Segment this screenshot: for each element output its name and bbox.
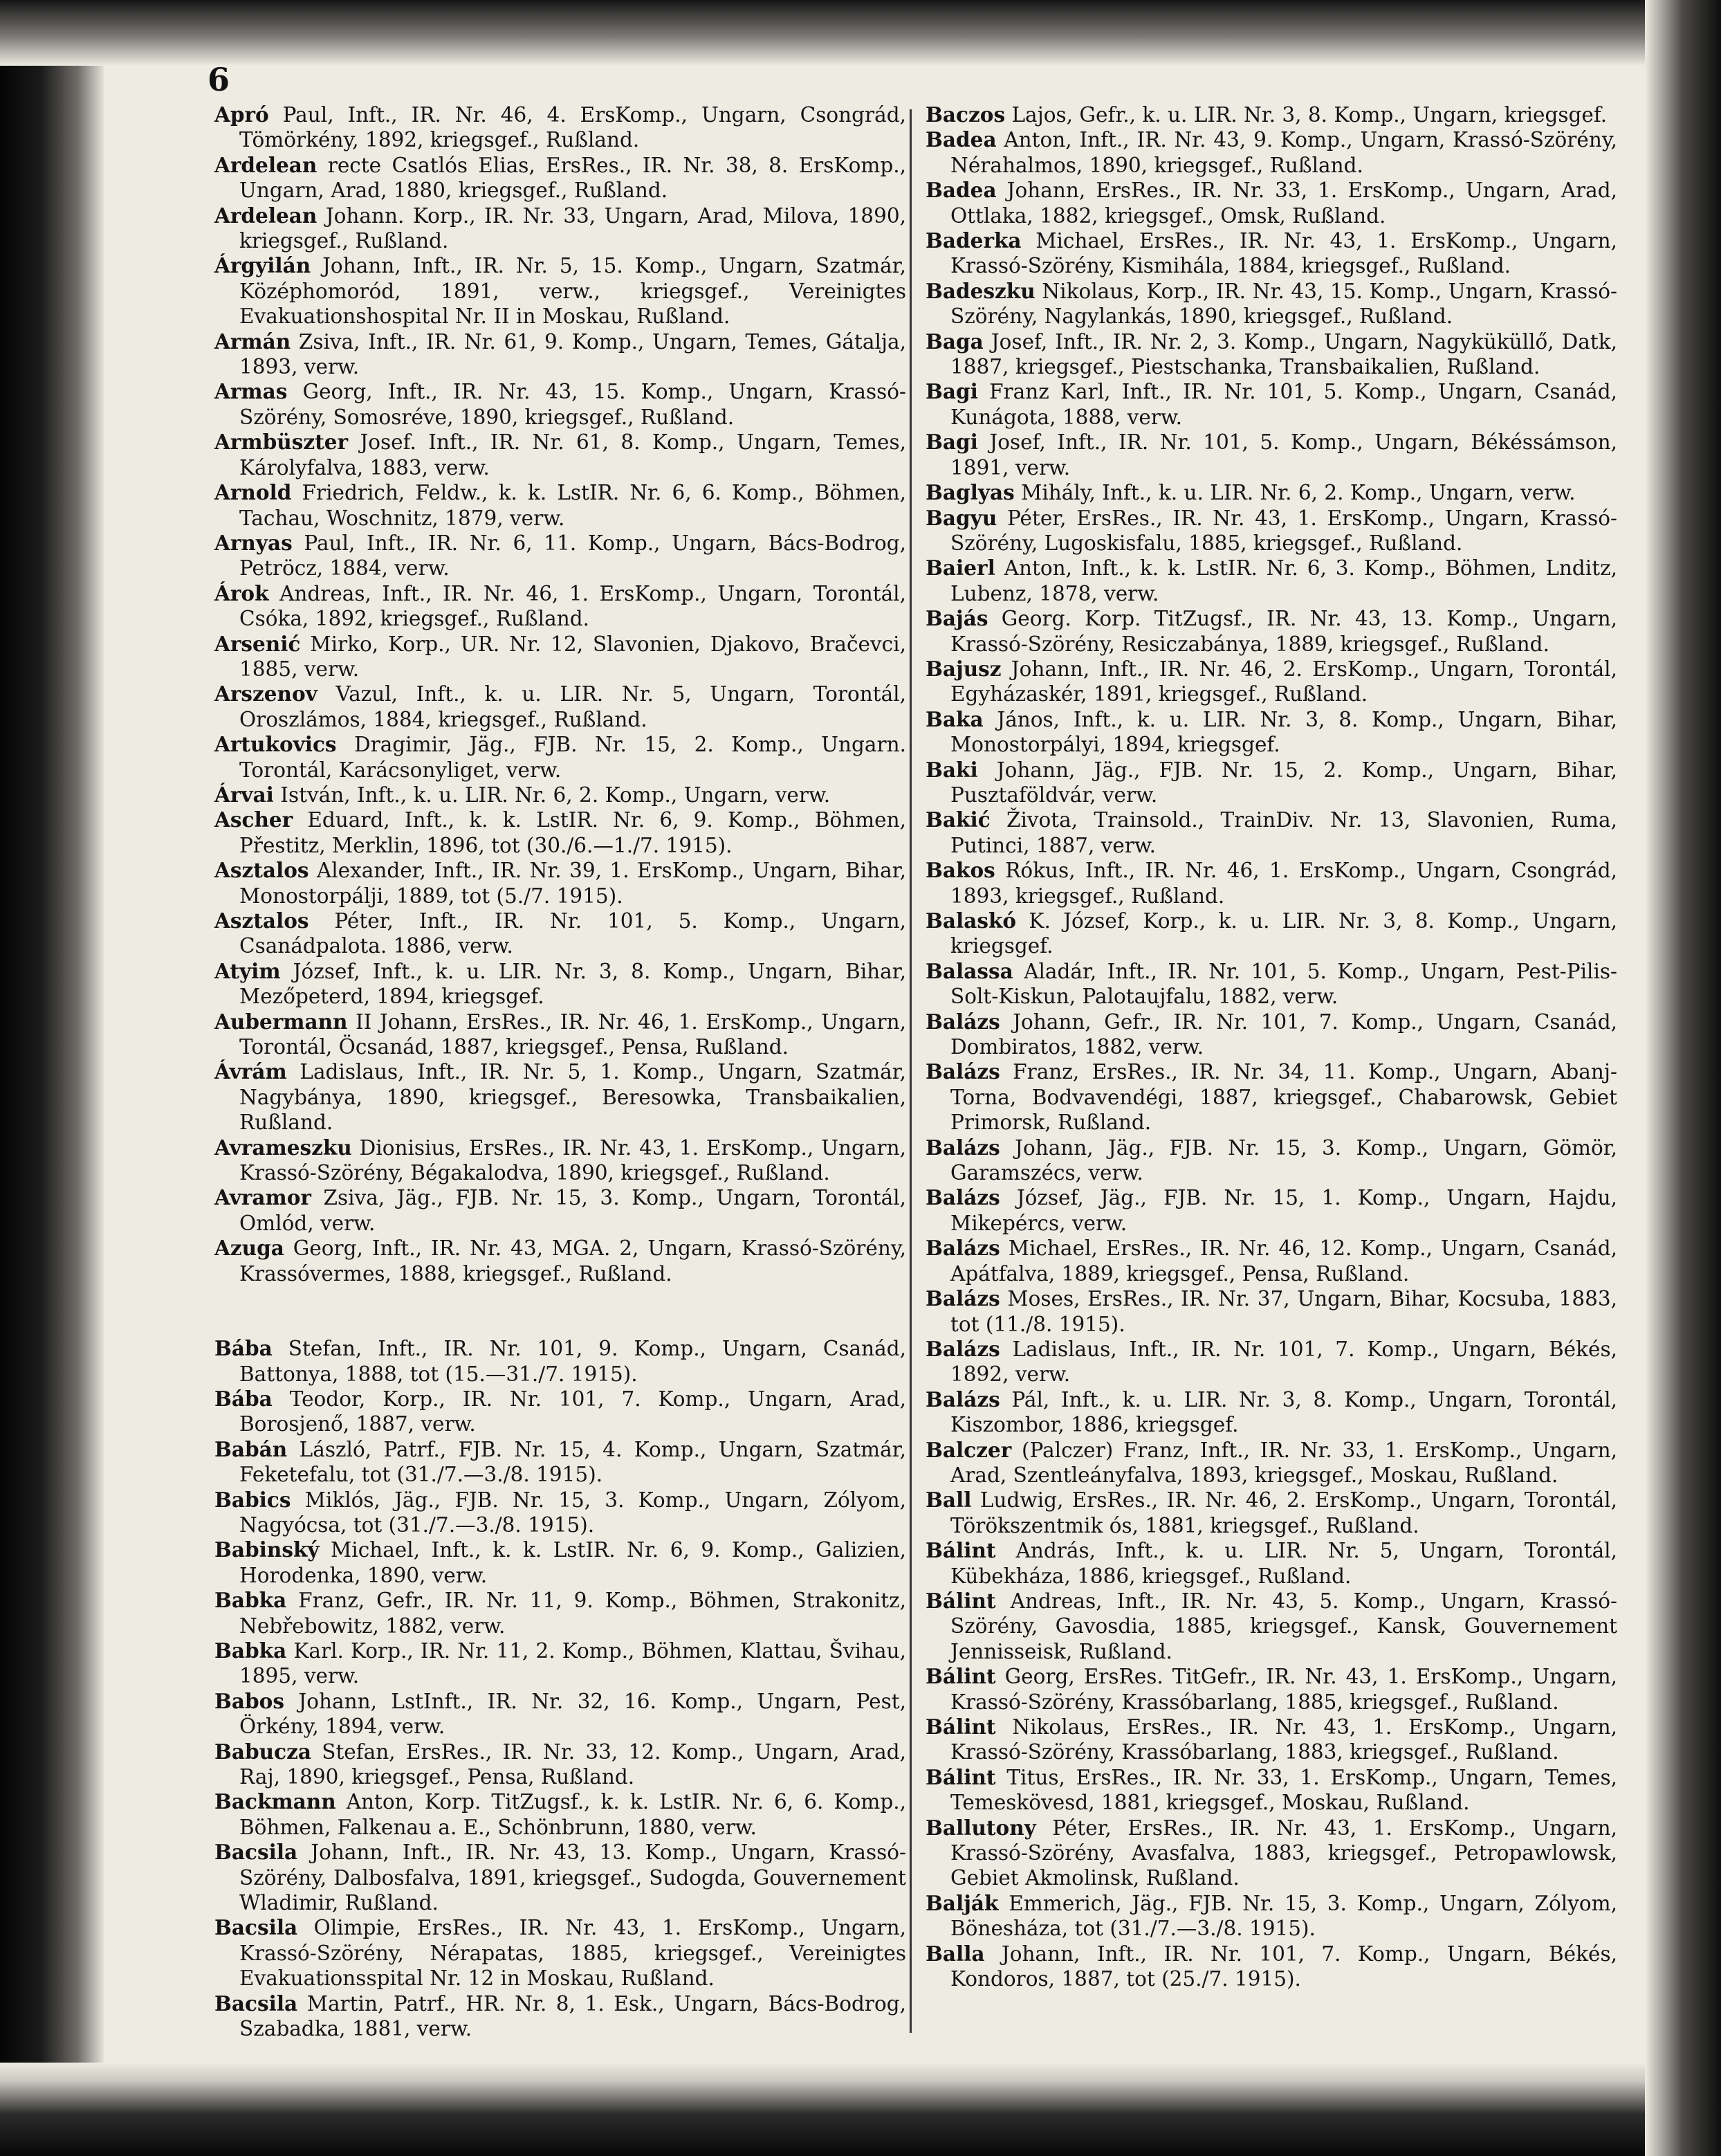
list-entry [214,531,906,581]
entry-details: Anton, Inft., k. k. LstIR. Nr. 6, 3. Komp., Böhmen, Lnditz, Lubenz, 1878, verw. [950,556,1617,605]
entry-details: László, Patrf., FJB. Nr. 15, 4. Komp., Ungarn, Szatmár, Feketefalu, tot (31./7.—3./8. 1915). [239,1437,906,1487]
list-entry [214,1991,906,2042]
list-entry [926,908,1617,959]
list-entry [214,430,906,480]
list-entry [926,1816,1617,1891]
entry-surname: Azuga [214,1236,284,1261]
entry-surname: Babka [214,1588,287,1613]
entry-details: Dionisius, ErsRes., IR. Nr. 43, 1. ErsKomp., Ungarn, Krassó-Szörény, Bégakalodva, 1890, kriegsgef., Rußland. [239,1135,906,1185]
entry-surname: Balaskó [926,908,1017,933]
entry-details: István, Inft., k. u. LIR. Nr. 6, 2. Komp., Ungarn, verw. [280,783,831,807]
entry-surname: Aubermann [214,1009,348,1034]
entry-details: Georg, Inft., IR. Nr. 43, MGA. 2, Ungarn, Krassó-Szörény, Krassóvermes, 1888, kriegsgef., Rußland. [239,1236,906,1286]
entry-surname: Bajás [926,606,988,631]
scan-shadow-top [0,0,1721,66]
entry-surname: Bába [214,1386,273,1411]
entry-details: András, Inft., k. u. LIR. Nr. 5, Ungarn, Torontál, Kübekháza, 1886, kriegsgef., Rußland. [950,1539,1617,1588]
entry-details: Ladislaus, Inft., IR. Nr. 5, 1. Komp., Ungarn, Szatmár, Nagybánya, 1890, kriegsgef., Beresowka, Transbaikalien, Rußland. [239,1060,906,1135]
list-entry [926,1664,1617,1715]
list-entry [214,102,906,153]
entry-details: Josef. Inft., IR. Nr. 61, 8. Komp., Ungarn, Temes, Károlyfalva, 1883, verw. [239,430,906,479]
entry-details: Stefan, Inft., IR. Nr. 101, 9. Komp., Ungarn, Csanád, Battonya, 1888, tot (15.—31./7. 1915). [239,1337,906,1386]
entry-surname: Bagi [926,430,978,455]
left-column [214,102,906,2041]
right-column [926,102,1617,1991]
entry-details: Lajos, Gefr., k. u. LIR. Nr. 3, 8. Komp., Ungarn, kriegsgef. [1011,103,1608,127]
list-entry [926,807,1617,858]
entry-surname: Baglyas [926,480,1015,505]
list-entry [214,1010,906,1060]
entry-details: Anton, Korp. TitZugsf., k. k. LstIR. Nr. 6, 6. Komp., Böhmen, Falkenau a. E., Schönbrunn, 1880, verw. [239,1790,906,1839]
entry-details: Michael, ErsRes., IR. Nr. 43, 1. ErsKomp., Ungarn, Krassó-Szörény, Kismihála, 1884, kriegsgef., Rußland. [950,229,1617,278]
list-entry [214,1336,906,1387]
entry-surname: Bálint [926,1538,996,1563]
list-entry [926,606,1617,657]
entry-details: Johann, Jäg., FJB. Nr. 15, 3. Komp., Ungarn, Gömör, Garamszécs, verw. [950,1135,1617,1185]
list-entry [926,102,1617,127]
entry-surname: Atyim [214,958,281,983]
list-entry [214,329,906,380]
entry-surname: Balla [926,1941,985,1966]
entry-details: Michael, ErsRes., IR. Nr. 46, 12. Komp., Ungarn, Csanád, Apátfalva, 1889, kriegsgef., Pensa, Rußland. [950,1236,1617,1286]
list-entry [926,657,1617,707]
entry-surname: Arnyas [214,530,293,555]
list-entry [214,908,906,959]
entry-details: Friedrich, Feldw., k. k. LstIR. Nr. 6, 6. Komp., Böhmen, Tachau, Woschnitz, 1879, verw. [239,481,906,530]
list-entry [926,1589,1617,1664]
entry-details: Eduard, Inft., k. k. LstIR. Nr. 6, 9. Komp., Böhmen, Přestitz, Merklin, 1896, tot (30./6.—1./7. 1915). [239,808,906,857]
entry-details: József, Jäg., FJB. Nr. 15, 1. Komp., Ungarn, Hajdu, Mikepércs, verw. [950,1186,1617,1235]
list-entry [926,379,1617,430]
list-entry [214,732,906,783]
list-entry [214,581,906,632]
entry-surname: Arnold [214,480,292,505]
entry-details: Emmerich, Jäg., FJB. Nr. 15, 3. Komp., Ungarn, Zólyom, Bönesháza, tot (31./7.—3./8. 1915). [950,1891,1617,1941]
entry-surname: Babán [214,1436,288,1461]
entry-surname: Ascher [214,807,293,832]
entry-details: Franz Karl, Inft., IR. Nr. 101, 5. Komp., Ungarn, Csanád, Kunágota, 1888, verw. [950,380,1617,429]
entry-details: Péter, Inft., IR. Nr. 101, 5. Komp., Ungarn, Csanádpalota. 1886, verw. [239,909,906,958]
list-entry [926,1891,1617,1942]
entry-details: Franz, ErsRes., IR. Nr. 34, 11. Komp., Ungarn, Abanj-Torna, Bodvavendégi, 1887, kriegsgef., Chabarowsk, Gebiet Primorsk, Rußland. [950,1060,1617,1135]
scan-shadow-right [1645,0,1721,2156]
entry-details: Josef, Inft., IR. Nr. 101, 5. Komp., Ungarn, Békéssámson, 1891, verw. [950,430,1617,479]
entry-surname: Balázs [926,1009,1000,1034]
list-entry [926,1765,1617,1816]
list-entry [214,1059,906,1135]
entry-details: Johann, Inft., IR. Nr. 5, 15. Komp., Ungarn, Szatmár, Középhomoród, 1891, verw., kriegsgef., Vereinigtes Evakuationshospital Nr. II in Moskau, Rußland. [239,254,906,329]
list-entry [214,480,906,531]
entry-details: Vazul, Inft., k. u. LIR. Nr. 5, Ungarn, Torontál, Oroszlámos, 1884, kriegsgef., Rußland. [239,682,906,731]
entry-surname: Ball [926,1488,972,1513]
entry-surname: Baga [926,329,984,354]
entry-surname: Babics [214,1487,291,1512]
entry-details: Péter, ErsRes., IR. Nr. 43, 1. ErsKomp., Ungarn, Krassó-Szörény, Lugoskisfalu, 1885, kriegsgef., Rußland. [950,506,1617,555]
list-entry [926,1135,1617,1186]
list-entry [926,758,1617,808]
entry-details: János, Inft., k. u. LIR. Nr. 3, 8. Komp., Ungarn, Bihar, Monostorpályi, 1894, kriegsgef. [950,707,1617,757]
list-entry [214,1387,906,1437]
entry-details: Anton, Inft., IR. Nr. 43, 9. Komp., Ungarn, Krassó-Szörény, Nérahalmos, 1890, kriegsgef., Rußland. [950,128,1617,177]
list-entry [926,1488,1617,1538]
list-entry [214,1638,906,1689]
list-entry [214,379,906,430]
entry-details: Johann, Gefr., IR. Nr. 101, 7. Komp., Ungarn, Csanád, Dombiratos, 1882, verw. [950,1010,1617,1059]
page-number: 6 [208,61,230,98]
list-entry [214,203,906,254]
entry-details: Nikolaus, ErsRes., IR. Nr. 43, 1. ErsKomp., Ungarn, Krassó-Szörény, Krassóbarlang, 1883, kriegsgef., Rußland. [950,1715,1617,1764]
list-entry [926,858,1617,908]
entry-surname: Balázs [926,1387,1000,1412]
section-gap [214,1286,906,1336]
entry-details: Johann, Inft., IR. Nr. 46, 2. ErsKomp., Ungarn, Torontál, Egyházaskér, 1891, kriegsgef., Rußland. [950,657,1617,706]
entry-details: Olimpie, ErsRes., IR. Nr. 43, 1. ErsKomp., Ungarn, Krassó-Szörény, Nérapatas, 1885, kriegsgef., Vereinigtes Evakuationsspital Nr. 12 in Moskau, Rußland. [239,1916,907,1991]
list-entry [926,1059,1617,1135]
entry-surname: Babka [214,1638,287,1663]
entry-surname: Badea [926,127,997,152]
entry-surname: Bálint [926,1664,996,1689]
entry-surname: Bacsila [214,1840,298,1865]
list-entry [926,1438,1617,1488]
entry-details: Paul, Inft., IR. Nr. 6, 11. Komp., Ungarn, Bács-Bodrog, Petröcz, 1884, verw. [239,531,906,581]
entry-details: Karl. Korp., IR. Nr. 11, 2. Komp., Böhmen, Klattau, Švihau, 1895, verw. [239,1638,906,1688]
entry-surname: Balják [926,1890,999,1915]
list-entry [926,959,1617,1010]
list-entry [926,1715,1617,1765]
list-entry [214,1537,906,1588]
list-entry [214,1739,906,1790]
entry-surname: Baderka [926,228,1022,253]
entry-surname: Babinský [214,1537,320,1562]
entry-details: Ladislaus, Inft., IR. Nr. 101, 7. Komp., Ungarn, Békés, 1892, verw. [950,1337,1617,1387]
list-entry [926,127,1617,178]
list-entry [926,480,1617,505]
list-entry [926,1942,1617,1992]
list-entry [926,430,1617,480]
list-entry [214,1915,906,1991]
entry-details: Andreas, Inft., IR. Nr. 46, 1. ErsKomp., Ungarn, Torontál, Csóka, 1892, kriegsgef., Rußland. [239,581,906,631]
list-entry [926,506,1617,556]
entry-surname: Bagyu [926,505,997,530]
entry-surname: Armas [214,379,288,404]
entry-surname: Baierl [926,556,995,581]
column-divider [910,109,912,2033]
entry-details: Martin, Patrf., HR. Nr. 8, 1. Esk., Ungarn, Bács-Bodrog, Szabadka, 1881, verw. [239,1991,906,2041]
entry-details: Ludwig, ErsRes., IR. Nr. 46, 2. ErsKomp., Ungarn, Torontál, Törökszentmik ós, 1881, kriegsgef., Rußland. [950,1488,1617,1537]
entry-details: Zsiva, Inft., IR. Nr. 61, 9. Komp., Ungarn, Temes, Gátalja, 1893, verw. [239,329,906,379]
entry-surname: Badeszku [926,278,1036,303]
list-entry [926,1185,1617,1236]
entry-surname: Bálint [926,1588,996,1613]
list-entry [214,632,906,682]
list-entry [214,1236,906,1286]
entry-surname: Babos [214,1688,284,1713]
list-entry [214,1185,906,1236]
list-entry [926,228,1617,279]
entry-details: Johann, LstInft., IR. Nr. 32, 16. Komp., Ungarn, Pest, Örkény, 1894, verw. [239,1689,907,1739]
entry-details: Aladár, Inft., IR. Nr. 101, 5. Komp., Ungarn, Pest-Pilis-Solt-Kiskun, Palotaujfalu, 1882, verw. [950,959,1617,1009]
list-entry [926,1387,1617,1438]
entry-surname: Balassa [926,958,1013,983]
entry-surname: Árok [214,581,269,605]
list-entry [214,1588,906,1638]
entry-surname: Balázs [926,1185,1000,1210]
entry-details: Johann, Inft., IR. Nr. 101, 7. Komp., Ungarn, Békés, Kondoros, 1887, tot (25./7. 1915). [950,1942,1617,1991]
entry-details: Mirko, Korp., UR. Nr. 12, Slavonien, Djakovo, Bračevci, 1885, verw. [239,632,906,681]
entry-details: József, Inft., k. u. LIR. Nr. 3, 8. Komp., Ungarn, Bihar, Mezőpeterd, 1894, kriegsgef. [239,959,906,1009]
entry-details: Péter, ErsRes., IR. Nr. 43, 1. ErsKomp., Ungarn, Krassó-Szörény, Avasfalva, 1883, kriegsgef., Petropawlowsk, Gebiet Akmolinsk, Rußland. [950,1816,1617,1890]
list-entry [926,178,1617,228]
entry-details: Moses, ErsRes., IR. Nr. 37, Ungarn, Bihar, Kocsuba, 1883, tot (11./8. 1915). [950,1287,1618,1336]
list-entry [926,556,1617,606]
entry-details: (Palczer) Franz, Inft., IR. Nr. 33, 1. ErsKomp., Ungarn, Arad, Szentleányfalva, 1893, kriegsgef., Moskau, Rußland. [950,1438,1617,1487]
entry-surname: Balázs [926,1336,1000,1361]
entry-surname: Bakić [926,807,991,832]
list-entry [926,1236,1617,1286]
list-entry [926,1010,1617,1060]
entry-details: Franz, Gefr., IR. Nr. 11, 9. Komp., Böhmen, Strakonitz, Nebřebowitz, 1882, verw. [239,1589,906,1638]
entry-details: Titus, ErsRes., IR. Nr. 33, 1. ErsKomp., Ungarn, Temes, Temeskövesd, 1881, kriegsgef., Moskau, Rußland. [950,1765,1617,1815]
entry-details: Rókus, Inft., IR. Nr. 46, 1. ErsKomp., Ungarn, Csongrád, 1893, kriegsgef., Rußland. [950,859,1617,908]
list-entry [214,807,906,858]
entry-details: Michael, Inft., k. k. LstIR. Nr. 6, 9. Komp., Galizien, Horodenka, 1890, verw. [239,1538,906,1587]
entry-details: Stefan, ErsRes., IR. Nr. 33, 12. Komp., Ungarn, Arad, Raj, 1890, kriegsgef., Pensa, Rußland. [239,1739,906,1789]
entry-surname: Asztalos [214,908,309,933]
entry-details: Pál, Inft., k. u. LIR. Nr. 3, 8. Komp., Ungarn, Torontál, Kiszombor, 1886, kriegsgef. [950,1387,1617,1437]
entry-surname: Ardelean [214,152,317,177]
entry-surname: Balázs [926,1059,1000,1084]
entry-surname: Avramor [214,1185,311,1210]
list-entry [214,1789,906,1840]
entry-surname: Babucza [214,1739,311,1764]
list-entry [214,1689,906,1739]
entry-surname: Ardelean [214,203,317,228]
entry-surname: Bagi [926,379,978,404]
list-entry [214,783,906,807]
entry-surname: Balczer [926,1437,1012,1462]
entry-details: Georg, ErsRes. TitGefr., IR. Nr. 43, 1. ErsKomp., Ungarn, Krassó-Szörény, Krassóbarlang, 1885, kriegsgef., Rußland. [950,1665,1617,1714]
list-entry [926,1286,1617,1337]
list-entry [214,153,906,203]
entry-surname: Balázs [926,1236,1000,1261]
scan-shadow-left [0,0,104,2156]
list-entry [214,1135,906,1186]
entry-details: Andreas, Inft., IR. Nr. 43, 5. Komp., Ungarn, Krassó-Szörény, Gavosdia, 1885, kriegsgef., Kansk, Gouvernement Jennisseisk, Rußland. [950,1589,1617,1663]
entry-details: Miklós, Jäg., FJB. Nr. 15, 3. Komp., Ungarn, Zólyom, Nagyócsa, tot (31./7.—3./8. 1915). [239,1488,906,1537]
list-entry [214,682,906,732]
entry-details: Johann. Korp., IR. Nr. 33, Ungarn, Arad, Milova, 1890, kriegsgef., Rußland. [239,203,906,253]
entry-surname: Backmann [214,1789,336,1814]
entry-details: Johann, Jäg., FJB. Nr. 15, 2. Komp., Ungarn, Bihar, Pusztaföldvár, verw. [950,758,1617,807]
entry-details: Johann, ErsRes., IR. Nr. 33, 1. ErsKomp., Ungarn, Arad, Ottlaka, 1882, kriegsgef., Omsk, Rußland. [950,179,1617,228]
list-entry [214,1488,906,1538]
entry-details: Nikolaus, Korp., IR. Nr. 43, 15. Komp., Ungarn, Krassó-Szörény, Nagylankás, 1890, kriegsgef., Rußland. [950,279,1617,329]
list-entry [926,707,1617,758]
entry-surname: Ballutony [926,1815,1036,1840]
list-entry [214,1840,906,1915]
list-entry [214,253,906,329]
list-entry [214,1437,906,1488]
entry-surname: Armán [214,329,291,354]
entry-details: Zsiva, Jäg., FJB. Nr. 15, 3. Komp., Ungarn, Torontál, Omlód, verw. [239,1186,906,1235]
entry-surname: Árvai [214,782,274,807]
entry-surname: Balázs [926,1135,1000,1160]
list-entry [926,1337,1617,1387]
entry-details: Georg. Korp. TitZugsf., IR. Nr. 43, 13. Komp., Ungarn, Krassó-Szörény, Resiczabánya, 1889, kriegsgef., Rußland. [950,607,1617,656]
entry-details: Georg, Inft., IR. Nr. 43, 15. Komp., Ungarn, Krassó-Szörény, Somosréve, 1890, kriegsgef., Rußland. [239,380,906,429]
list-entry [214,858,906,908]
list-entry [926,1538,1617,1589]
entry-surname: Baka [926,706,984,731]
entry-surname: Badea [926,178,997,203]
entry-surname: Balázs [926,1286,1000,1311]
entry-surname: Ávrám [214,1059,287,1084]
entry-details: K. József, Korp., k. u. LIR. Nr. 3, 8. Komp., Ungarn, kriegsgef. [950,909,1617,958]
list-entry [214,959,906,1010]
entry-details: Johann, Inft., IR. Nr. 43, 13. Komp., Ungarn, Krassó-Szörény, Dalbosfalva, 1891, kriegsgef., Sudogda, Gouvernement Wladimir, Rußland. [239,1840,906,1915]
entry-surname: Armbüszter [214,430,349,455]
entry-surname: Avrameszku [214,1135,352,1160]
entry-surname: Bába [214,1336,273,1361]
entry-surname: Bajusz [926,656,1002,681]
entry-surname: Arszenov [214,682,317,706]
entry-details: II Johann, ErsRes., IR. Nr. 46, 1. ErsKomp., Ungarn, Torontál, Öcsanád, 1887, kriegsgef., Pensa, Rußland. [239,1010,906,1059]
entry-details: Paul, Inft., IR. Nr. 46, 4. ErsKomp., Ungarn, Csongrád, Tömörkény, 1892, kriegsgef., Rußland. [239,103,906,152]
scan-shadow-bottom [0,2063,1721,2156]
entry-surname: Artukovics [214,732,337,757]
entry-details: recte Csatlós Elias, ErsRes., IR. Nr. 38, 8. ErsKomp., Ungarn, Arad, 1880, kriegsgef., Rußland. [239,153,906,203]
entry-surname: Apró [214,102,269,127]
entry-details: Života, Trainsold., TrainDiv. Nr. 13, Slavonien, Ruma, Putinci, 1887, verw. [950,808,1617,857]
entry-surname: Bacsila [214,1915,298,1940]
entry-surname: Baki [926,757,978,782]
entry-surname: Arsenić [214,631,301,656]
entry-surname: Bacsila [214,1991,298,2016]
entry-details: Alexander, Inft., IR. Nr. 39, 1. ErsKomp., Ungarn, Bihar, Monostorpálji, 1889, tot (5./7. 1915). [239,859,906,908]
entry-surname: Asztalos [214,858,309,883]
entry-details: Mihály, Inft., k. u. LIR. Nr. 6, 2. Komp., Ungarn, verw. [1021,481,1576,505]
entry-surname: Baczos [926,102,1006,127]
entry-surname: Bálint [926,1715,996,1739]
entry-surname: Bálint [926,1764,996,1789]
entry-details: Teodor, Korp., IR. Nr. 101, 7. Komp., Ungarn, Arad, Borosjenő, 1887, verw. [239,1387,906,1436]
entry-surname: Árgyilán [214,253,311,278]
list-entry [926,279,1617,329]
entry-surname: Bakos [926,858,995,883]
entry-details: Josef, Inft., IR. Nr. 2, 3. Komp., Ungarn, Nagyküküllő, Datk, 1887, kriegsgef., Piestschanka, Transbaikalien, Rußland. [950,329,1617,379]
list-entry [926,329,1617,380]
entry-details: Dragimir, Jäg., FJB. Nr. 15, 2. Komp., Ungarn. Torontál, Karácsonyliget, verw. [239,733,906,782]
